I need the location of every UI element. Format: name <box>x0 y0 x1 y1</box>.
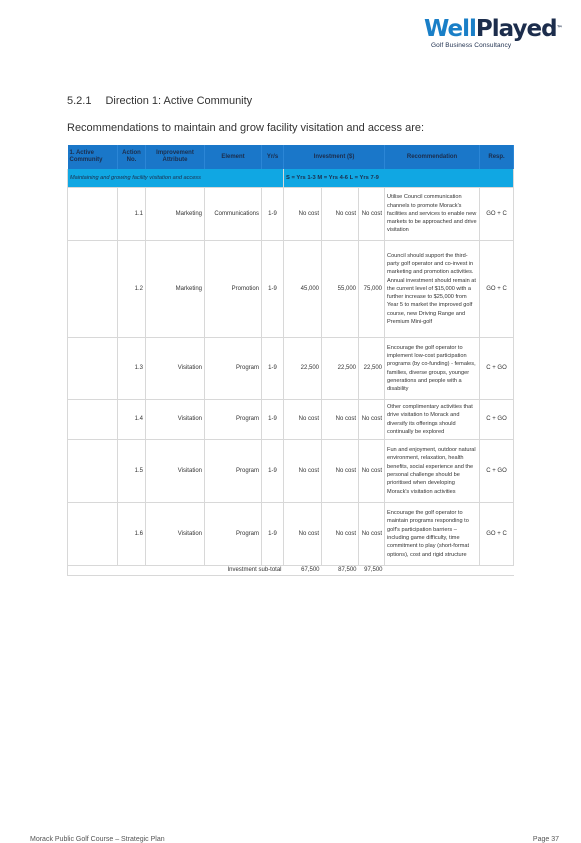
improvement-attribute: Marketing <box>146 188 205 241</box>
table-header-row <box>68 145 514 169</box>
header-active-community: 1. Active Community <box>68 145 118 169</box>
table-row <box>68 338 514 400</box>
improvement-attribute: Visitation <box>146 338 205 400</box>
recommendation: Fun and enjoyment, outdoor natural environment, relaxation, health benefits, social experience and the personal challenge should be prioritised when developing Morack's visitation activities <box>385 440 480 503</box>
header-action-no: Action No. <box>118 145 146 169</box>
investment-long: 22,500 <box>359 338 385 400</box>
years: 1-9 <box>262 241 284 338</box>
header-investment: Investment ($) <box>284 145 385 169</box>
table-band-row <box>68 169 514 188</box>
element: Program <box>205 400 262 440</box>
years: 1-9 <box>262 338 284 400</box>
element: Program <box>205 440 262 503</box>
investment-long: No cost <box>359 503 385 566</box>
investment-short: 45,000 <box>284 241 322 338</box>
action-no: 1.5 <box>118 440 146 503</box>
section-number: 5.2.1 <box>67 95 92 107</box>
element: Promotion <box>205 241 262 338</box>
investment-medium: No cost <box>322 503 359 566</box>
recommendation: Council should support the third-party golf operator and co-invest in marketing and promotion activities. Annual investment should remain at the current level of $15,000 with a further increase to $25,000 from Year 5 to market the improved golf course, new Driving Range and Premium Mini-golf <box>385 241 480 338</box>
table-row <box>68 188 514 241</box>
logo-trademark: ™ <box>556 25 562 32</box>
header-element: Element <box>205 145 262 169</box>
wellplayed-logo <box>424 17 574 57</box>
logo-wordmark <box>424 17 574 41</box>
action-no: 1.4 <box>118 400 146 440</box>
responsibility: GO + C <box>480 241 514 338</box>
footer-page-number: Page 37 <box>532 836 559 843</box>
recommendation: Utilise Council communication channels to promote Morack's facilities and services to enable new markets to be approached and drive visitation <box>385 188 480 241</box>
action-no: 1.1 <box>118 188 146 241</box>
investment-short: No cost <box>284 400 322 440</box>
logo-word-played: Played <box>475 16 557 42</box>
intro-paragraph: Recommendations to maintain and grow facility visitation and access are: <box>67 122 425 134</box>
investment-long: 75,000 <box>359 241 385 338</box>
improvement-attribute: Visitation <box>146 400 205 440</box>
investment-medium: No cost <box>322 188 359 241</box>
years: 1-9 <box>262 188 284 241</box>
improvement-attribute: Visitation <box>146 440 205 503</box>
recommendations-table <box>67 145 514 576</box>
investment-medium: No cost <box>322 440 359 503</box>
header-improvement-attribute: Improvement Attribute <box>146 145 205 169</box>
header-recommendation: Recommendation <box>385 145 480 169</box>
element: Program <box>205 338 262 400</box>
investment-short: No cost <box>284 440 322 503</box>
investment-long: No cost <box>359 188 385 241</box>
responsibility: C + GO <box>480 400 514 440</box>
investment-short: 22,500 <box>284 338 322 400</box>
header-years: Yr/s <box>262 145 284 169</box>
table-row <box>68 400 514 440</box>
recommendation: Other complimentary activities that drive visitation to Morack and diversify its offerings should continually be explored <box>385 400 480 440</box>
band-scale: S = Yrs 1-3 M = Yrs 4-6 L = Yrs 7-9 <box>284 169 514 188</box>
investment-medium: No cost <box>322 400 359 440</box>
investment-short: No cost <box>284 188 322 241</box>
years: 1-9 <box>262 400 284 440</box>
responsibility: GO + C <box>480 503 514 566</box>
recommendation: Encourage the golf operator to implement low-cost participation programs (by co-funding) - females, families, diverse groups, younger generations and people with a disability <box>385 338 480 400</box>
action-no: 1.3 <box>118 338 146 400</box>
subtotal-row <box>68 566 514 576</box>
action-no: 1.2 <box>118 241 146 338</box>
investment-short: No cost <box>284 503 322 566</box>
element: Communications <box>205 188 262 241</box>
section-title: Direction 1: Active Community <box>105 95 253 107</box>
investment-medium: 55,000 <box>322 241 359 338</box>
logo-tagline: Golf Business Consultancy <box>431 42 512 49</box>
element: Program <box>205 503 262 566</box>
subtotal-short: 67,500 <box>284 566 322 576</box>
responsibility: C + GO <box>480 338 514 400</box>
years: 1-9 <box>262 503 284 566</box>
header-responsibility: Resp. <box>480 145 514 169</box>
investment-long: No cost <box>359 400 385 440</box>
footer-document-title: Morack Public Golf Course – Strategic Plan <box>30 836 165 843</box>
investment-medium: 22,500 <box>322 338 359 400</box>
subtotal-long: 97,500 <box>359 566 385 576</box>
improvement-attribute: Visitation <box>146 503 205 566</box>
action-no: 1.6 <box>118 503 146 566</box>
table-row <box>68 440 514 503</box>
improvement-attribute: Marketing <box>146 241 205 338</box>
investment-long: No cost <box>359 440 385 503</box>
subtotal-medium: 87,500 <box>322 566 359 576</box>
section-heading <box>67 95 252 107</box>
recommendation: Encourage the golf operator to maintain programs responding to golf's participation barriers – including game difficulty, time commitment to play (short-format options), cost and rigid structure <box>385 503 480 566</box>
band-label: Maintaining and growing facility visitation and access <box>68 169 284 188</box>
table-row <box>68 503 514 566</box>
table-row <box>68 241 514 338</box>
logo-word-well: Well <box>424 16 476 42</box>
responsibility: GO + C <box>480 188 514 241</box>
years: 1-9 <box>262 440 284 503</box>
responsibility: C + GO <box>480 440 514 503</box>
subtotal-label: Investment sub-total <box>146 566 284 576</box>
